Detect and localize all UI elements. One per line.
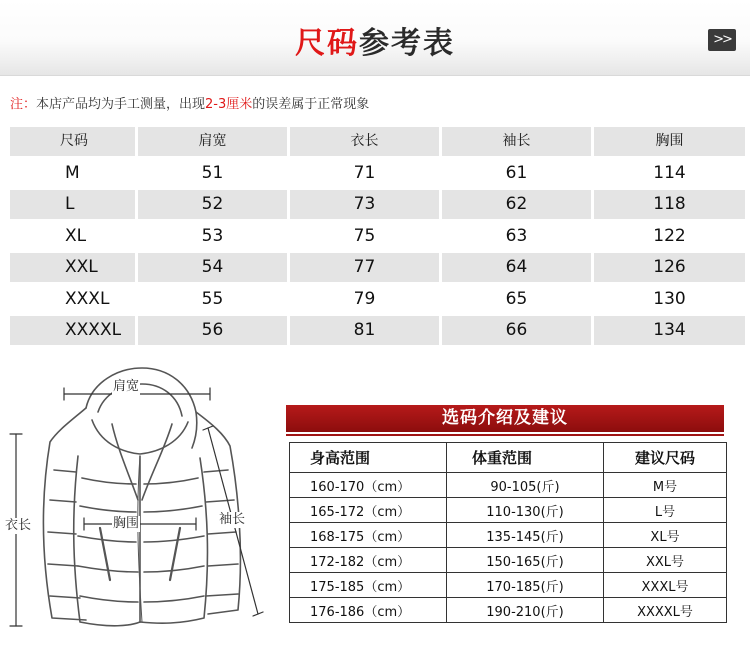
cell-height: 168-175（cm） [290,523,447,548]
size-recommendation-table [289,442,727,623]
recommendation-table-header [290,443,727,473]
size-chart-table [10,127,745,348]
table-row [10,222,745,251]
cell-weight: 170-185(斤) [447,573,604,598]
cell-shoulder: 51 [138,159,287,188]
cell-suggested-size: M号 [604,473,727,498]
cell-height: 160-170（cm） [290,473,447,498]
table-row [10,285,745,314]
recommendation-banner: 选码介绍及建议 [286,405,724,432]
cell-length: 79 [290,285,439,314]
cell-chest: 126 [594,253,745,282]
header-size: 尺码 [10,127,135,156]
header-chest: 胸围 [594,127,745,156]
title-rest: 参考表 [359,26,455,61]
cell-shoulder: 56 [138,316,287,345]
cell-size: L [10,190,135,219]
table-row [10,159,745,188]
size-table-header [10,127,745,156]
cell-suggested-size: XXL号 [604,548,727,573]
cell-sleeve: 63 [442,222,591,251]
cell-suggested-size: XL号 [604,523,727,548]
cell-height: 165-172（cm） [290,498,447,523]
cell-length: 73 [290,190,439,219]
cell-suggested-size: XXXL号 [604,573,727,598]
header-shoulder: 肩宽 [138,127,287,156]
note-highlight: 2-3厘米 [205,97,253,112]
page-title [0,18,750,62]
cell-chest: 118 [594,190,745,219]
cell-weight: 135-145(斤) [447,523,604,548]
cell-suggested-size: L号 [604,498,727,523]
cell-height: 172-182（cm） [290,548,447,573]
table-row [290,498,727,523]
cell-sleeve: 61 [442,159,591,188]
jacket-measurement-diagram [0,360,280,648]
cell-height: 175-185（cm） [290,573,447,598]
page-header [0,0,750,76]
cell-size: M [10,159,135,188]
next-arrow-button[interactable]: >> [708,29,736,51]
cell-chest: 130 [594,285,745,314]
cell-sleeve: 62 [442,190,591,219]
header-weight: 体重范围 [447,443,604,473]
header-suggested-size: 建议尺码 [604,443,727,473]
jacket-outline-drawing [0,360,280,648]
cell-chest: 114 [594,159,745,188]
cell-length: 81 [290,316,439,345]
cell-sleeve: 64 [442,253,591,282]
sleeve-length-label: 袖长 [219,512,246,527]
cell-sleeve: 65 [442,285,591,314]
cell-shoulder: 55 [138,285,287,314]
cell-size: XXXL [10,285,135,314]
cell-suggested-size: XXXXL号 [604,598,727,623]
cell-weight: 150-165(斤) [447,548,604,573]
header-length: 衣长 [290,127,439,156]
table-row [290,573,727,598]
table-row [10,253,745,282]
cell-chest: 134 [594,316,745,345]
table-row [290,598,727,623]
table-row [290,473,727,498]
cell-shoulder: 54 [138,253,287,282]
table-row [290,548,727,573]
cell-height: 176-186（cm） [290,598,447,623]
cell-length: 77 [290,253,439,282]
body-length-label: 衣长 [5,518,32,533]
header-height: 身高范围 [290,443,447,473]
cell-sleeve: 66 [442,316,591,345]
chest-width-label: 胸围 [113,516,140,531]
cell-size: XL [10,222,135,251]
cell-shoulder: 53 [138,222,287,251]
table-row [10,190,745,219]
table-row [290,523,727,548]
table-row [10,316,745,345]
cell-size: XXXXL [10,316,135,345]
cell-size: XXL [10,253,135,282]
header-sleeve: 袖长 [442,127,591,156]
note-text-after: 的误差属于正常现象 [252,97,370,112]
title-highlight: 尺码 [295,26,359,61]
cell-chest: 122 [594,222,745,251]
cell-length: 75 [290,222,439,251]
cell-weight: 110-130(斤) [447,498,604,523]
cell-weight: 190-210(斤) [447,598,604,623]
note-prefix: 注： [10,97,37,112]
measurement-note [10,93,369,112]
note-text-before: 本店产品均为手工测量，出现 [36,97,206,112]
cell-weight: 90-105(斤) [447,473,604,498]
cell-shoulder: 52 [138,190,287,219]
cell-length: 71 [290,159,439,188]
shoulder-width-label: 肩宽 [113,379,140,394]
